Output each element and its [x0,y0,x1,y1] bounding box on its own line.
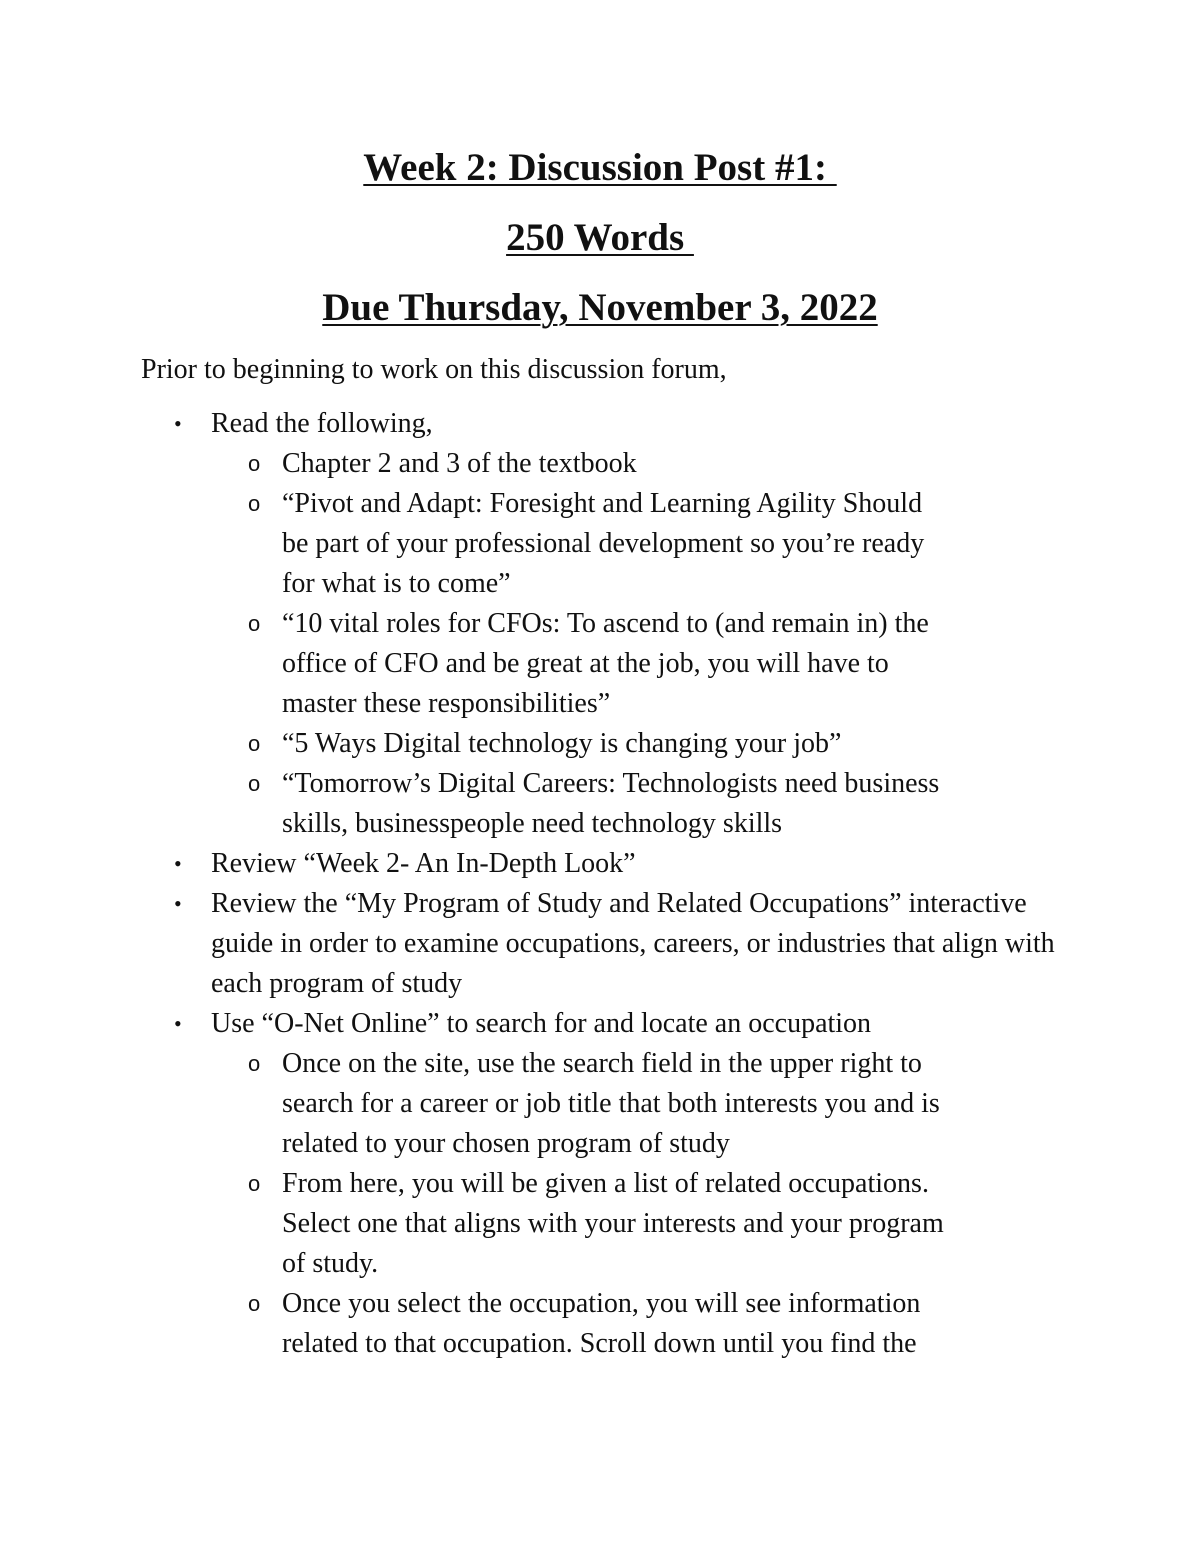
circle-bullet-icon: o [248,1051,261,1076]
sub-list [0,1044,1080,1364]
title-due-date [0,286,1200,330]
title-due-date-text: Due Thursday, November 3, 2022 [322,286,878,329]
sub-list [0,444,1080,844]
list-item [0,884,1200,1004]
circle-bullet-icon: o [248,731,261,756]
list-item [0,844,1200,884]
sub-list-item-text: “Pivot and Adapt: Foresight and Learning Agility Should be part of your professional development so you’re ready for what is to come” [282,488,925,599]
circle-bullet-icon: o [248,491,261,516]
sub-list-item [0,604,1080,724]
title-week [0,146,1200,190]
title-word-count [0,216,1200,260]
sub-list-item-text: “10 vital roles for CFOs: To ascend to (and remain in) the office of CFO and be great at the job, you will have to master these responsibilities” [282,608,929,719]
list-item [0,404,1200,844]
sub-list-item-text: Once on the site, use the search field in the upper right to search for a career or job title that both interests you and is related to your chosen program of study [282,1048,940,1159]
sub-list-item [0,1164,1080,1284]
list-item-text: Review “Week 2- An In-Depth Look” [211,848,636,879]
sub-list-item-text: From here, you will be given a list of related occupations. Select one that aligns with your interests and your program of study. [282,1168,944,1279]
title-word-count-text: 250 Words [506,216,694,259]
bullet-icon: • [174,891,182,916]
title-week-text: Week 2: Discussion Post #1: [363,146,837,189]
sub-list-item [0,724,1080,764]
sub-list-item [0,484,1080,604]
sub-list-item [0,1044,1080,1164]
circle-bullet-icon: o [248,611,261,636]
sub-list-item [0,1284,1080,1364]
sub-list-item-text: “Tomorrow’s Digital Careers: Technologists need business skills, businesspeople need technology skills [282,768,940,839]
sub-list-item-text: Once you select the occupation, you will see information related to that occupation. Scroll down until you find the [282,1288,921,1359]
sub-list-item [0,764,1080,844]
bullet-icon: • [174,411,182,436]
list-item-text: Use “O-Net Online” to search for and locate an occupation [211,1008,872,1039]
sub-list-item-text: Chapter 2 and 3 of the textbook [282,448,637,479]
list-item-text: Read the following, [211,408,433,439]
circle-bullet-icon: o [248,1171,261,1196]
bullet-icon: • [174,851,182,876]
bullet-icon: • [174,1011,182,1036]
circle-bullet-icon: o [248,771,261,796]
sub-list-item [0,444,1080,484]
intro-paragraph: Prior to beginning to work on this discussion forum, [141,354,727,385]
circle-bullet-icon: o [248,1291,261,1316]
circle-bullet-icon: o [248,451,261,476]
instruction-list [0,404,1200,1364]
list-item-text: Review the “My Program of Study and Related Occupations” interactive guide in order to examine occupations, careers, or industries that align with each program of study [211,888,1055,999]
sub-list-item-text: “5 Ways Digital technology is changing your job” [282,728,842,759]
list-item [0,1004,1200,1364]
